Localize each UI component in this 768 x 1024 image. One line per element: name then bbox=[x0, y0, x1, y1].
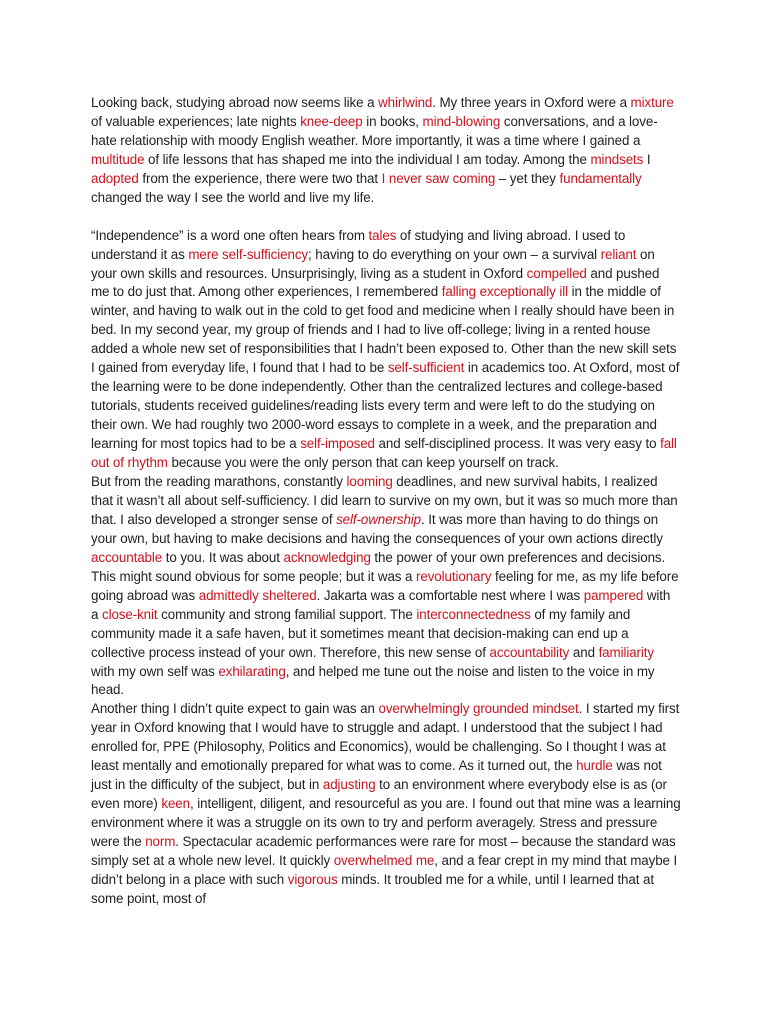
body-text: minds. It troubled me for a while, until I learned that at some point, most of bbox=[91, 872, 654, 906]
body-text: of valuable experiences; late nights bbox=[91, 113, 301, 129]
body-text: conversations, and a love-hate relationship with moody English weather. More importantly, it was a time where I gained a bbox=[91, 113, 658, 148]
highlighted-phrase: vigorous bbox=[287, 872, 338, 888]
highlighted-phrase: adjusting bbox=[322, 777, 376, 793]
body-text: the power of your own preferences and decisions. This might sound obvious for some people; but it was a bbox=[91, 549, 666, 584]
body-text: “Independence” is a word one often hears from bbox=[91, 227, 369, 243]
highlighted-phrase: overwhelmed me bbox=[333, 853, 435, 869]
highlighted-phrase: fall out of rhythm bbox=[91, 436, 677, 471]
paragraph-spacer bbox=[91, 208, 681, 227]
body-text: and bbox=[569, 644, 599, 660]
highlighted-phrase: self-imposed bbox=[300, 436, 375, 452]
body-text: feeling for me, as my life before going abroad was bbox=[91, 568, 679, 603]
body-text: of my family and community made it a safe haven, but it sometimes meant that decision-making can end up a collective process instead of your own. Therefore, this new sense of bbox=[91, 606, 631, 660]
highlighted-phrase: mindsets bbox=[590, 151, 644, 167]
highlighted-phrase: interconnectedness bbox=[416, 606, 531, 622]
highlighted-phrase: pampered bbox=[583, 587, 644, 603]
body-text: in the middle of winter, and having to walk out in the cold to get food and medicine when I really should have been in bed. In my second year, my group of friends and I had to live off-college; living in a rented house added a whole new set of responsibilities that I hadn’t been exposed to. Other than the new skill sets I gained from everyday life, I found that I had to be bbox=[91, 284, 677, 376]
highlighted-phrase: mind-blowing bbox=[422, 113, 501, 129]
body-text: . It was more than having to do things on your own, but having to make decisions and having the consequences of your own actions directly bbox=[91, 511, 663, 546]
highlighted-phrase: reliant bbox=[600, 246, 637, 262]
body-text: Looking back, studying abroad now seems like a bbox=[91, 95, 379, 110]
highlighted-phrase: self-ownership bbox=[336, 511, 422, 527]
body-text: . I started my first year in Oxford knowing that I would have to struggle and adapt. I understood that the subject I had enrolled for, PPE (Philosophy, Politics and Economics), would be challenging. So I thought I was at least mentally and emotionally prepared for what was to come. As it turned out, the bbox=[91, 701, 680, 774]
highlighted-phrase: hurdle bbox=[576, 758, 613, 774]
body-text: of life lessons that has shaped me into the individual I am today. Among the bbox=[144, 151, 591, 167]
highlighted-phrase: accountable bbox=[91, 549, 163, 565]
body-text: community and strong familial support. The bbox=[157, 606, 417, 622]
body-text: in academics too. At Oxford, most of the learning were to be done independently. Other than the centralized lectures and college-based tutorials, students received guidelines/reading lists every term and were left to do the studying on their own. We had roughly two 2000-word essays to complete in a week, and the preparation and learning for most topics had to be a bbox=[91, 360, 680, 452]
highlighted-phrase: accountability bbox=[489, 644, 570, 660]
body-text: to an environment where everybody else is as (or even more) bbox=[91, 777, 667, 812]
body-text: with my own self was bbox=[91, 663, 219, 679]
highlighted-phrase: fundamentally bbox=[559, 170, 642, 186]
body-text: , and a fear crept in my mind that maybe I didn’t belong in a place with such bbox=[91, 853, 678, 888]
highlighted-phrase: exhilarating bbox=[218, 663, 286, 679]
paragraph-3 bbox=[91, 473, 681, 700]
body-text: changed the way I see the world and live my life. bbox=[91, 189, 375, 205]
body-text: , intelligent, diligent, and resourceful as you are. I found out that mine was a learning environment where it was a struggle on its own to try and perform averagely. Stress and pressure were the bbox=[91, 796, 681, 850]
body-text: deadlines, and new survival habits, I realized that it wasn’t all about self-sufficiency. I did learn to survive on my own, but it was so much more than that. I also developed a stronger sense of bbox=[91, 474, 678, 527]
body-text: of studying and living abroad. I used to understand it as bbox=[91, 227, 626, 262]
highlighted-phrase: I never saw coming bbox=[381, 170, 496, 186]
body-text: from the experience, there were two that bbox=[138, 170, 382, 186]
body-text: . Jakarta was a comfortable nest where I was bbox=[316, 587, 584, 603]
body-text: in books, bbox=[362, 113, 423, 129]
highlighted-phrase: multitude bbox=[91, 151, 145, 167]
highlighted-phrase: familiarity bbox=[598, 644, 655, 660]
highlighted-phrase: mixture bbox=[630, 95, 674, 110]
body-text: . Spectacular academic performances were rare for most – because the standard was simply set at a whole new level. It quickly bbox=[91, 834, 676, 869]
highlighted-phrase: falling exceptionally ill bbox=[441, 284, 569, 300]
highlighted-phrase: acknowledging bbox=[283, 549, 371, 565]
paragraph-1 bbox=[91, 94, 681, 208]
highlighted-phrase: mere self-sufficiency bbox=[188, 246, 309, 262]
highlighted-phrase: keen bbox=[161, 796, 190, 812]
highlighted-phrase: close-knit bbox=[101, 606, 158, 622]
body-text: with a bbox=[91, 587, 671, 622]
highlighted-phrase: adopted bbox=[91, 170, 139, 186]
body-text: to you. It was about bbox=[162, 549, 284, 565]
highlighted-phrase: compelled bbox=[526, 265, 587, 281]
highlighted-phrase: looming bbox=[346, 474, 393, 489]
highlighted-phrase: self-sufficient bbox=[387, 360, 465, 376]
body-text: was not just in the difficulty of the subject, but in bbox=[91, 758, 662, 793]
paragraph-4 bbox=[91, 700, 681, 908]
highlighted-phrase: revolutionary bbox=[415, 568, 492, 584]
body-text: , and helped me tune out the noise and listen to the voice in my head. bbox=[91, 663, 655, 698]
document-page bbox=[91, 94, 681, 909]
body-text: and self-disciplined process. It was very easy to bbox=[374, 436, 661, 452]
highlighted-phrase: overwhelmingly grounded mindset bbox=[378, 701, 579, 717]
body-text: Another thing I didn’t quite expect to gain was an bbox=[91, 701, 379, 717]
body-text: – yet they bbox=[495, 170, 560, 186]
highlighted-phrase: tales bbox=[368, 227, 397, 243]
highlighted-phrase: norm bbox=[145, 834, 176, 850]
highlighted-phrase: knee-deep bbox=[300, 113, 363, 129]
body-text: But from the reading marathons, constantly bbox=[91, 474, 347, 489]
body-text: ; having to do everything on your own – a survival bbox=[308, 246, 601, 262]
body-text: and pushed me to do just that. Among other experiences, I remembered bbox=[91, 265, 660, 300]
body-text: I bbox=[643, 151, 651, 167]
paragraph-2 bbox=[91, 227, 681, 473]
body-text: on your own skills and resources. Unsurprisingly, living as a student in Oxford bbox=[91, 246, 655, 281]
body-text: . My three years in Oxford were a bbox=[432, 95, 631, 110]
highlighted-phrase: whirlwind bbox=[378, 95, 433, 110]
body-text: because you were the only person that can keep yourself on track. bbox=[167, 455, 559, 471]
highlighted-phrase: admittedly sheltered bbox=[198, 587, 317, 603]
